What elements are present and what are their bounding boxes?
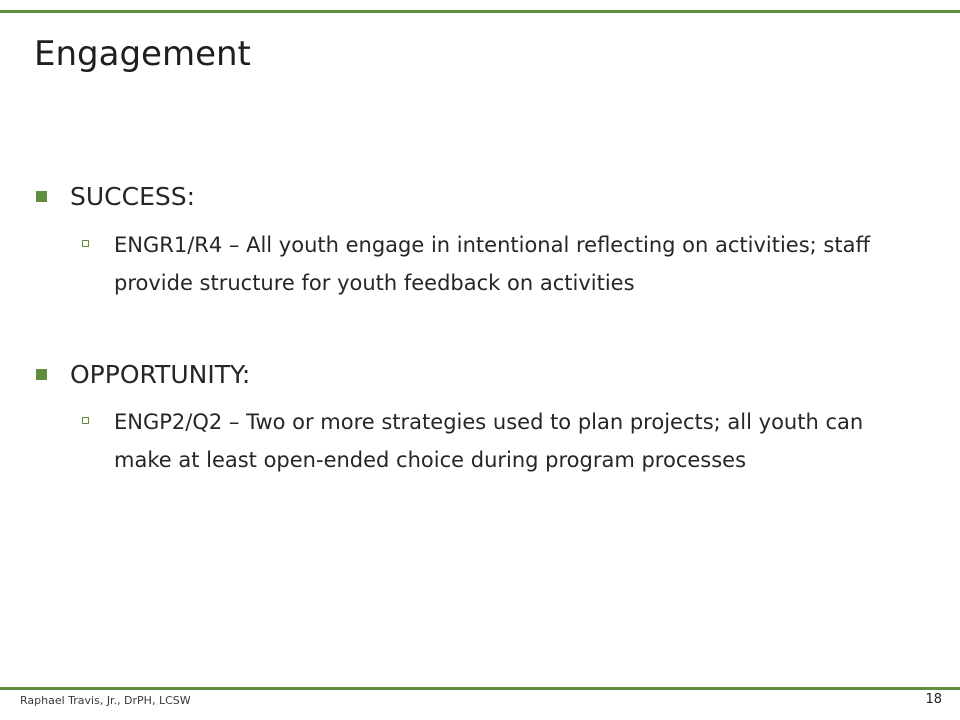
- hollow-square-bullet-icon: [82, 417, 89, 424]
- slide-title: Engagement: [34, 34, 251, 74]
- hollow-square-bullet-icon: [82, 240, 89, 247]
- page-number: 18: [925, 692, 942, 707]
- square-bullet-icon: [36, 191, 47, 202]
- footer-author: Raphael Travis, Jr., DrPH, LCSW: [20, 694, 191, 707]
- bottom-accent-rule: [0, 687, 960, 690]
- square-bullet-icon: [36, 369, 47, 380]
- section-heading-success: SUCCESS:: [70, 182, 196, 211]
- sub-bullet-text: ENGP2/Q2 – Two or more strategies used to plan projects; all youth can make at least open-ended choice during program processes: [114, 410, 864, 472]
- section-heading-opportunity: OPPORTUNITY:: [70, 360, 251, 389]
- sub-bullet-text: ENGR1/R4 – All youth engage in intentional reflecting on activities; staff provide structure for youth feedback on activities: [114, 233, 870, 295]
